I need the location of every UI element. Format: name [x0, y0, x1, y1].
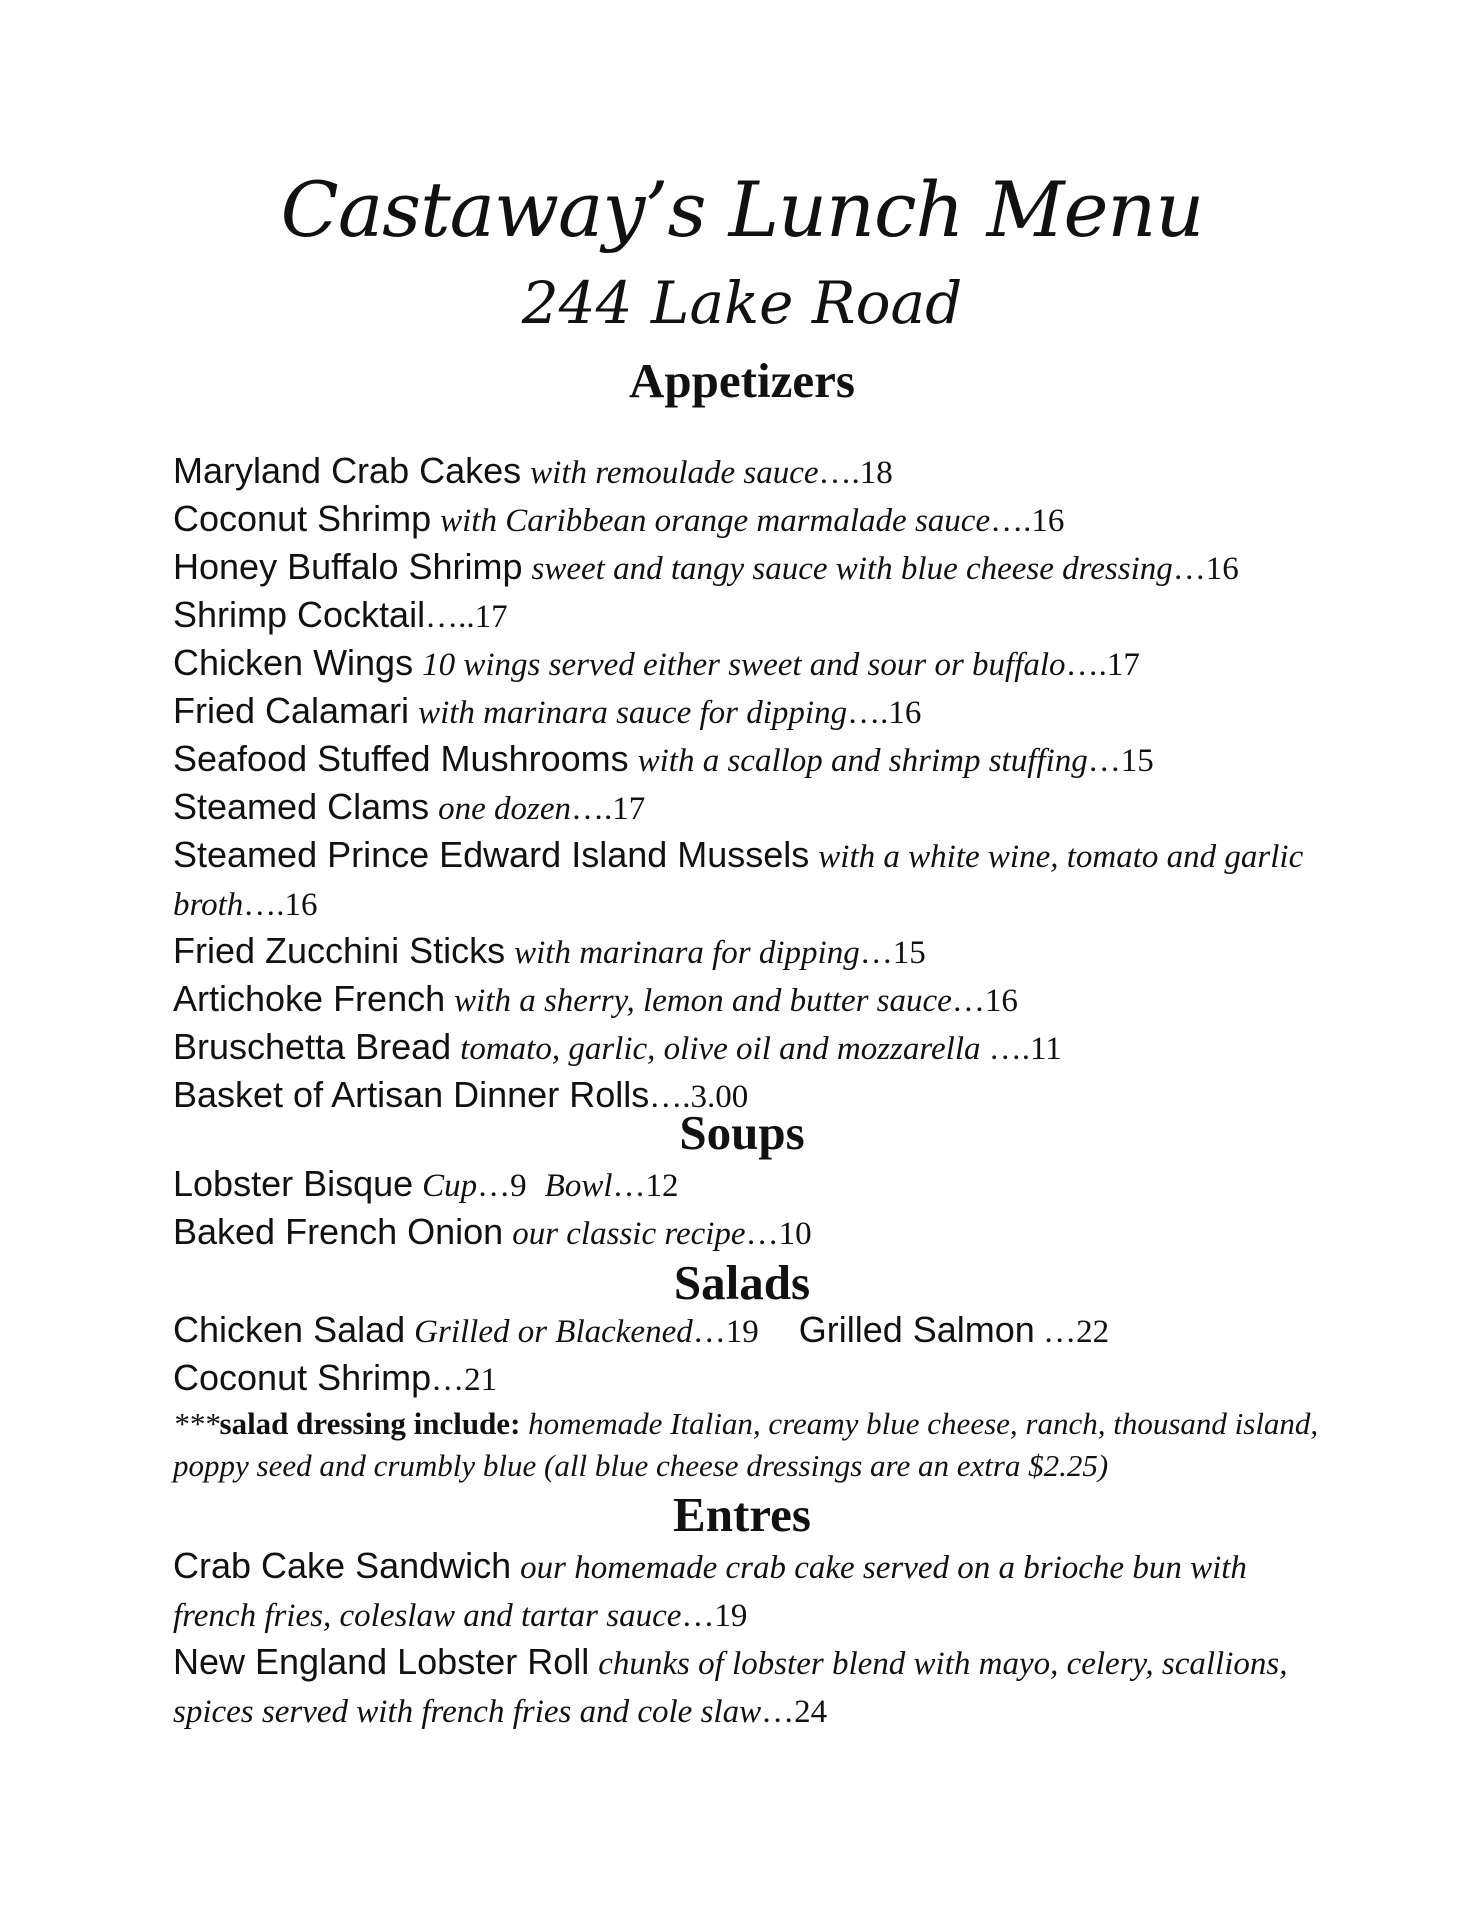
list-item: Steamed Clams one dozen….17 — [173, 786, 646, 827]
list-item: Basket of Artisan Dinner Rolls….3.00 — [173, 1074, 749, 1115]
list-item: Baked French Onion our classic recipe…10 — [173, 1211, 812, 1252]
list-item: Seafood Stuffed Mushrooms with a scallop and shrimp stuffing…15 — [173, 738, 1154, 779]
soups-heading: Soups — [679, 1105, 805, 1160]
restaurant-address: 244 Lake Road — [521, 269, 963, 337]
list-item: Coconut Shrimp…21 — [173, 1357, 498, 1398]
soups-list — [173, 1161, 1323, 1257]
list-item: Crab Cake Sandwich our homemade crab cake served on a brioche bun with french fries, coleslaw and tartar sauce…19 — [173, 1545, 1247, 1634]
appetizers-list — [173, 448, 1323, 1120]
list-item: Bruschetta Bread tomato, garlic, olive oil and mozzarella ….11 — [173, 1026, 1062, 1067]
salads-heading: Salads — [673, 1255, 811, 1310]
entres-heading: Entres — [673, 1487, 811, 1542]
list-item: Steamed Prince Edward Island Mussels with a white wine, tomato and garlic broth….16 — [173, 834, 1304, 923]
list-item: Maryland Crab Cakes with remoulade sauce….18 — [173, 450, 893, 491]
list-item: Coconut Shrimp with Caribbean orange marmalade sauce….16 — [173, 498, 1065, 539]
salad-dressing-note: ***salad dressing include: homemade Italian, creamy blue cheese, ranch, thousand island, poppy seed and crumbly blue (all blue cheese dressings are an extra $2.25) — [173, 1406, 1319, 1483]
list-item: Fried Zucchini Sticks with marinara for dipping…15 — [173, 930, 926, 971]
menu-title: Castaway’s Lunch Menu — [280, 165, 1204, 254]
salads-list — [173, 1307, 1323, 1487]
appetizers-heading: Appetizers — [629, 353, 855, 408]
entres-list — [173, 1543, 1323, 1735]
list-item: Artichoke French with a sherry, lemon and butter sauce…16 — [173, 978, 1018, 1019]
list-item: Honey Buffalo Shrimp sweet and tangy sauce with blue cheese dressing…16 — [173, 546, 1239, 587]
list-item: New England Lobster Roll chunks of lobster blend with mayo, celery, scallions, spices served with french fries and cole slaw…24 — [173, 1641, 1288, 1730]
list-item: Shrimp Cocktail…..17 — [173, 594, 508, 635]
list-item: Chicken Wings 10 wings served either sweet and sour or buffalo….17 — [173, 642, 1140, 683]
list-item: Lobster Bisque Cup…9 Bowl…12 — [173, 1163, 679, 1204]
list-item: Fried Calamari with marinara sauce for dipping….16 — [173, 690, 922, 731]
list-item: Chicken Salad Grilled or Blackened…19 Grilled Salmon …22 — [173, 1309, 1110, 1350]
